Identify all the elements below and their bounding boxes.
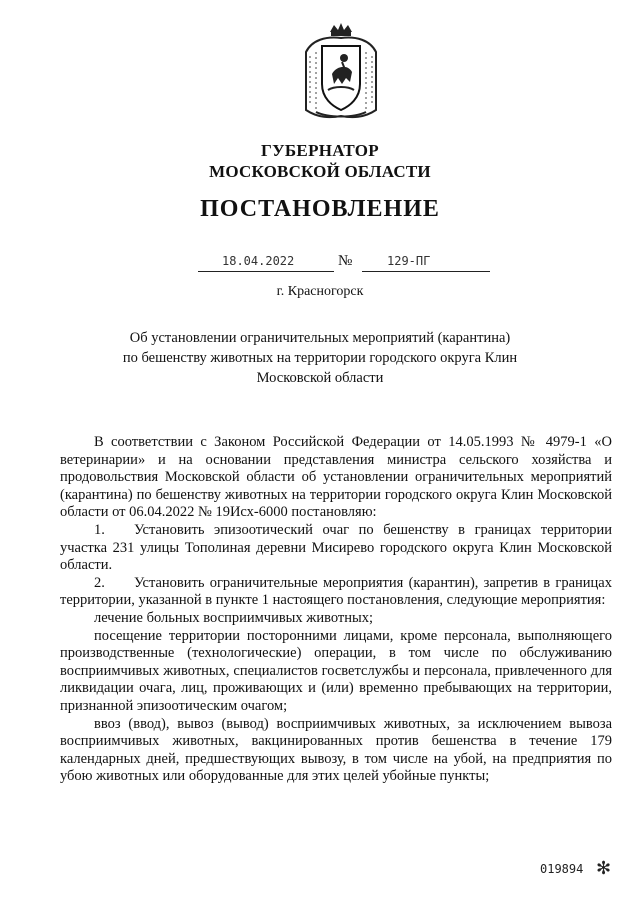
item-number: 2. xyxy=(94,574,105,591)
issuer-region: МОСКОВСКОЙ ОБЛАСТИ xyxy=(209,162,431,181)
restriction-item: лечение больных восприимчивых животных; xyxy=(94,609,373,626)
serial-star-mark: ✻ xyxy=(596,858,612,878)
issuer-title: ГУБЕРНАТОР xyxy=(261,141,379,160)
form-serial-number: 019894 xyxy=(540,862,584,876)
item-number: 1. xyxy=(94,521,105,538)
document-date: 18.04.2022 xyxy=(222,254,295,268)
item-text: Установить ограничительные мероприятия (карантин), запретив в границах территории, указанной в пункте 1 настоящего постановления, следующие мероприятия: xyxy=(60,574,612,609)
coat-of-arms-icon xyxy=(302,22,380,120)
document-body xyxy=(60,434,612,786)
restriction-item: посещение территории посторонними лицами, кроме персонала, выполняющего производственные (технологические) операции, в том числе по обслуживанию восприимчивых животных, специалистов госветслужбы и персонала, привлеченного для ликвидации очага, лиц, проживающих и (или) временно пребывающих на территории, признанной эпизоотическим очагом; xyxy=(60,627,612,714)
date-number-line xyxy=(0,254,640,276)
document-type: ПОСТАНОВЛЕНИЕ xyxy=(200,196,440,222)
title-line: Об установлении ограничительных мероприятий (карантина) xyxy=(129,330,511,346)
document-title xyxy=(100,328,540,388)
item-1 xyxy=(60,522,612,575)
preamble-paragraph: В соответствии с Законом Российской Федерации от 14.05.1993 № 4979-1 «О ветеринарии» и на основании представления министра сельского хозяйства и продовольствия Московской области об установлении ограничительных мероприятий (карантина) по бешенству животных на территории городского округа Клин Московской области от 06.04.2022 № 19Исх-6000 постановляю: xyxy=(60,434,612,521)
title-line: Московской области xyxy=(256,370,384,386)
document-number: 129-ПГ xyxy=(387,254,431,268)
number-underline xyxy=(362,271,490,272)
number-label: № xyxy=(338,253,353,269)
city: г. Красногорск xyxy=(276,284,364,299)
date-underline xyxy=(198,271,334,272)
title-line: по бешенству животных на территории городского округа Клин xyxy=(122,350,518,366)
item-text: Установить эпизоотический очаг по бешенству в границах территории участка 231 улицы Тополиная деревни Мисирево городского округа Клин Московской области. xyxy=(60,521,612,574)
item-2 xyxy=(60,575,612,610)
restriction-item: ввоз (ввод), вывоз (вывод) восприимчивых животных, за исключением вывоза восприимчивых животных, вакцинированных против бешенства в течение 179 календарных дней, предшествующих вывозу, в том числе на убой, на предприятия по убою животных или оборудованные для этих целей убойные пункты; xyxy=(60,715,612,785)
